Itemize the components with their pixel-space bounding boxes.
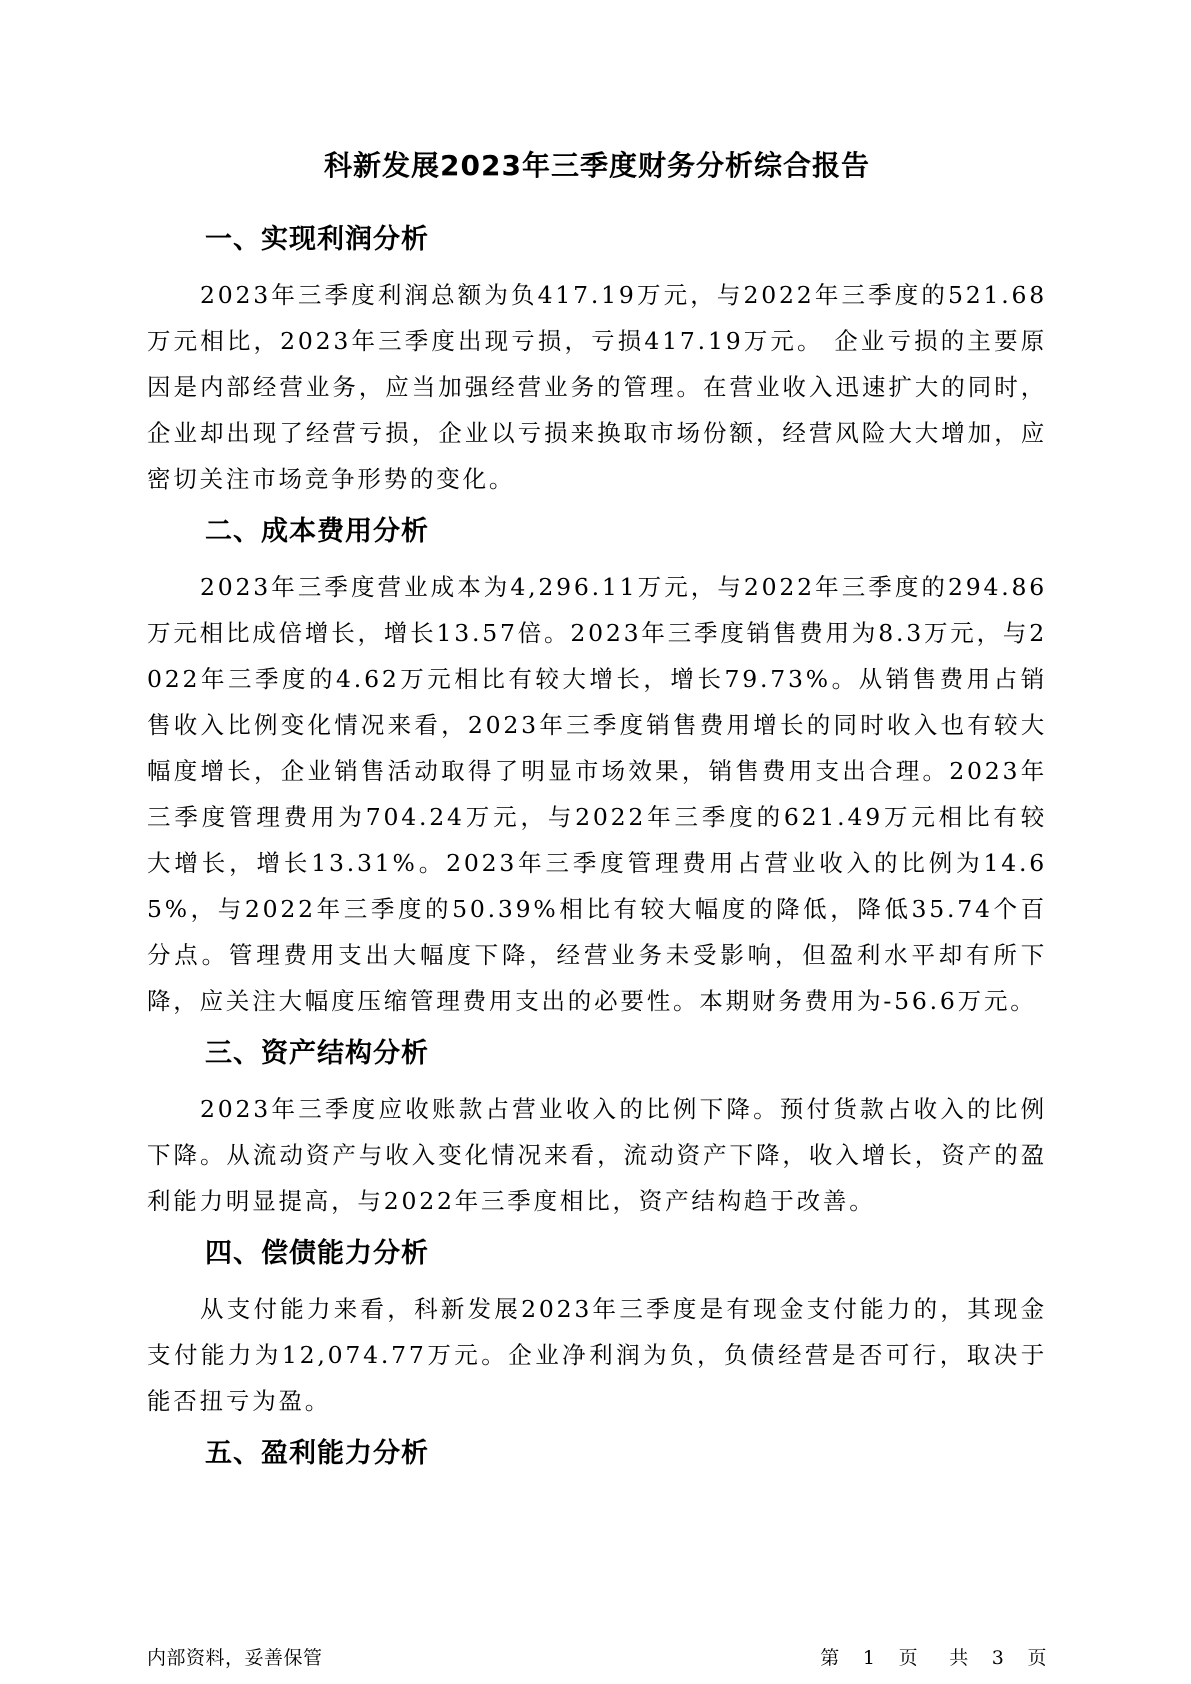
footer-confidential-note: 内部资料，妥善保管 [147,1647,323,1669]
page-label-prefix: 第 [820,1647,840,1669]
page-total-prefix: 共 [949,1647,969,1669]
section-solvency [147,1232,1047,1424]
document-body [147,144,1047,1486]
section-heading: 五、盈利能力分析 [205,1438,429,1469]
section-assets [147,1032,1047,1224]
document-title: 科新发展2023年三季度财务分析综合报告 [324,149,870,182]
page-label-suffix: 页 [1027,1647,1047,1669]
section-paragraph: 2023年三季度营业成本为4,296.11万元，与2022年三季度的294.86万元相比成倍增长，增长13.57倍。2023年三季度销售费用为8.3万元，与2022年三季度的4.62万元相比有较大增长，增长79.73%。从销售费用占销售收入比例变化情况来看，2023年三季度销售费用增长的同时收入也有较大幅度增长，企业销售活动取得了明显市场效果，销售费用支出合理。2023年三季度管理费用为704.24万元，与2022年三季度的621.49万元相比有较大增长，增长13.31%。2023年三季度管理费用占营业收入的比例为14.65%，与2022年三季度的50.39%相比有较大幅度的降低，降低35.74个百分点。管理费用支出大幅度下降，经营业务未受影响，但盈利水平却有所下降，应关注大幅度压缩管理费用支出的必要性。本期财务费用为-56.6万元。 [147,573,1047,1015]
section-paragraph: 2023年三季度应收账款占营业收入的比例下降。预付货款占收入的比例下降。从流动资产与收入变化情况来看，流动资产下降，收入增长，资产的盈利能力明显提高，与2022年三季度相比，资产结构趋于改善。 [147,1095,1047,1215]
section-profit [147,218,1047,502]
footer-page-number [820,1645,1047,1671]
section-heading: 三、资产结构分析 [205,1038,429,1069]
page-label-mid: 页 [898,1647,919,1669]
section-cost [147,510,1047,1024]
section-heading: 一、实现利润分析 [205,224,429,255]
section-heading: 四、偿债能力分析 [205,1238,429,1269]
section-profitability [147,1432,1047,1476]
section-heading: 二、成本费用分析 [205,516,429,547]
section-paragraph: 2023年三季度利润总额为负417.19万元，与2022年三季度的521.68万元相比，2023年三季度出现亏损，亏损417.19万元。 企业亏损的主要原因是内部经营业务，应当加强经营业务的管理。在营业收入迅速扩大的同时，企业却出现了经营亏损，企业以亏损来换取市场份额，经营风险大大增加，应密切关注市场竞争形势的变化。 [147,281,1047,493]
page-total: 3 [991,1647,1005,1669]
page-current: 1 [862,1647,876,1669]
section-paragraph: 从支付能力来看，科新发展2023年三季度是有现金支付能力的，其现金支付能力为12,074.77万元。企业净利润为负，负债经营是否可行，取决于能否扭亏为盈。 [147,1295,1047,1415]
